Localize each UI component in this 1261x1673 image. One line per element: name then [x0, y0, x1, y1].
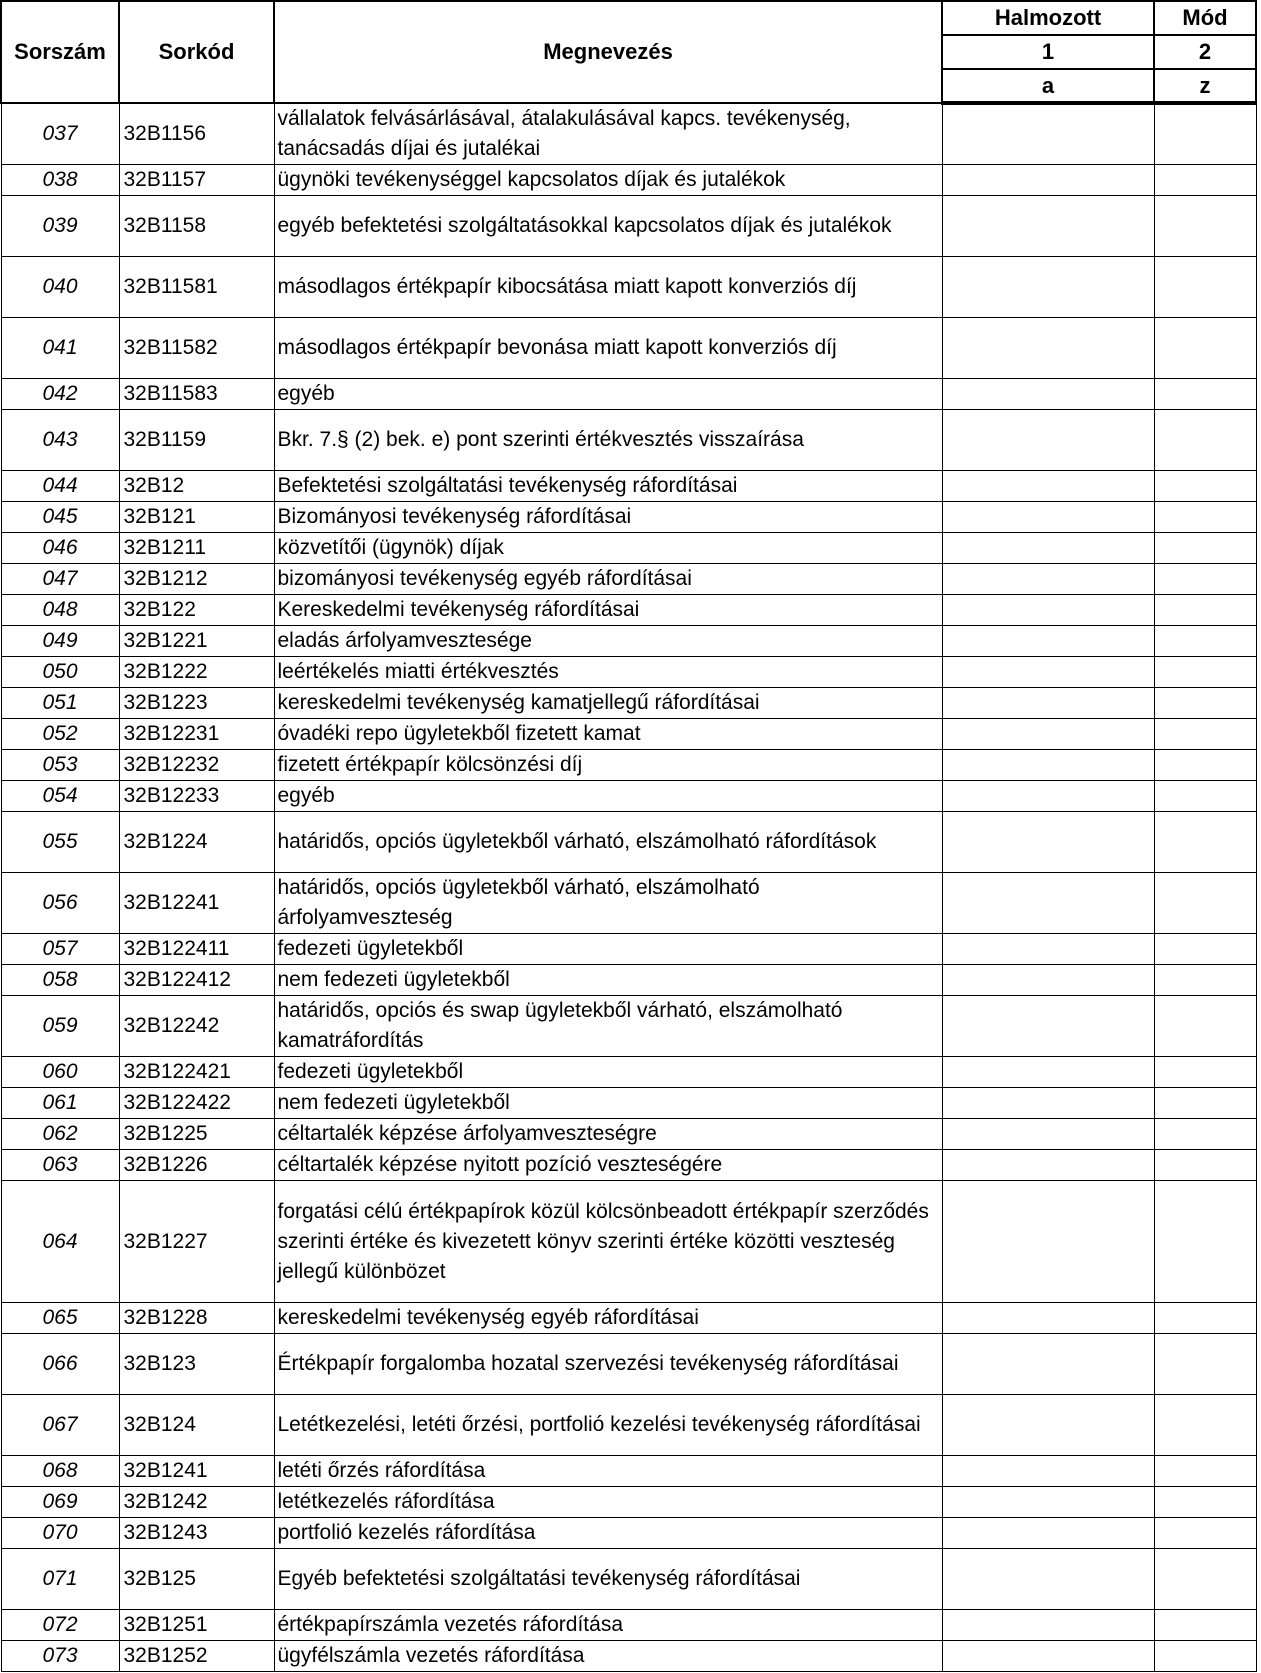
row-number: 040	[1, 257, 119, 318]
row-number: 051	[1, 688, 119, 719]
value-cell-mod[interactable]	[1154, 812, 1256, 873]
row-code: 32B1224	[119, 812, 274, 873]
row-number: 050	[1, 657, 119, 688]
row-code: 32B12242	[119, 996, 274, 1057]
row-number: 061	[1, 1088, 119, 1119]
row-number: 054	[1, 781, 119, 812]
value-cell-halmozott[interactable]	[942, 996, 1154, 1057]
row-code: 32B12231	[119, 719, 274, 750]
row-number: 071	[1, 1549, 119, 1610]
row-number: 053	[1, 750, 119, 781]
value-cell-mod[interactable]	[1154, 934, 1256, 965]
row-name: egyéb	[274, 781, 942, 812]
table-row	[1, 533, 1256, 564]
value-cell-mod[interactable]	[1154, 965, 1256, 996]
row-number: 062	[1, 1119, 119, 1150]
row-name: céltartalék képzése árfolyamveszteségre	[274, 1119, 942, 1150]
value-cell-mod[interactable]	[1154, 318, 1256, 379]
value-cell-halmozott[interactable]	[942, 934, 1154, 965]
value-cell-mod[interactable]	[1154, 1518, 1256, 1549]
row-code: 32B1156	[119, 103, 274, 165]
table-row	[1, 781, 1256, 812]
table-row	[1, 165, 1256, 196]
value-cell-halmozott[interactable]	[942, 750, 1154, 781]
value-cell-mod[interactable]	[1154, 657, 1256, 688]
table-row	[1, 564, 1256, 595]
table-row	[1, 595, 1256, 626]
row-name: letéti őrzés ráfordítása	[274, 1456, 942, 1487]
row-name: Bkr. 7.§ (2) bek. e) pont szerinti értékvesztés visszaírása	[274, 410, 942, 471]
value-cell-mod[interactable]	[1154, 471, 1256, 502]
value-cell-mod[interactable]	[1154, 379, 1256, 410]
value-cell-mod[interactable]	[1154, 626, 1256, 657]
row-code: 32B1228	[119, 1303, 274, 1334]
value-cell-halmozott[interactable]	[942, 873, 1154, 934]
table-row	[1, 1518, 1256, 1549]
row-number: 041	[1, 318, 119, 379]
row-code: 32B1226	[119, 1150, 274, 1181]
value-cell-halmozott[interactable]	[942, 165, 1154, 196]
row-code: 32B1222	[119, 657, 274, 688]
value-cell-mod[interactable]	[1154, 595, 1256, 626]
row-code: 32B1243	[119, 1518, 274, 1549]
row-code: 32B1157	[119, 165, 274, 196]
row-number: 065	[1, 1303, 119, 1334]
row-number: 052	[1, 719, 119, 750]
row-code: 32B1212	[119, 564, 274, 595]
row-name: kereskedelmi tevékenység egyéb ráfordításai	[274, 1303, 942, 1334]
row-number: 059	[1, 996, 119, 1057]
row-code: 32B1251	[119, 1610, 274, 1641]
value-cell-mod[interactable]	[1154, 1549, 1256, 1610]
value-cell-mod[interactable]	[1154, 719, 1256, 750]
table-row	[1, 750, 1256, 781]
row-name: ügynöki tevékenységgel kapcsolatos díjak és jutalékok	[274, 165, 942, 196]
table-row	[1, 812, 1256, 873]
header-col2-letter: z	[1154, 69, 1256, 103]
row-name: céltartalék képzése nyitott pozíció veszteségére	[274, 1150, 942, 1181]
row-number: 058	[1, 965, 119, 996]
row-code: 32B11583	[119, 379, 274, 410]
table-header	[1, 1, 1256, 103]
row-number: 063	[1, 1150, 119, 1181]
row-name: Kereskedelmi tevékenység ráfordításai	[274, 595, 942, 626]
row-number: 045	[1, 502, 119, 533]
value-cell-halmozott[interactable]	[942, 781, 1154, 812]
row-code: 32B125	[119, 1549, 274, 1610]
table-row	[1, 1610, 1256, 1641]
value-cell-mod[interactable]	[1154, 688, 1256, 719]
row-name: határidős, opciós és swap ügyletekből várható, elszámolható kamatráfordítás	[274, 996, 942, 1057]
row-code: 32B1225	[119, 1119, 274, 1150]
value-cell-halmozott[interactable]	[942, 379, 1154, 410]
row-number: 073	[1, 1641, 119, 1672]
value-cell-mod[interactable]	[1154, 533, 1256, 564]
table-row	[1, 471, 1256, 502]
row-name: értékpapírszámla vezetés ráfordítása	[274, 1610, 942, 1641]
row-number: 067	[1, 1395, 119, 1456]
value-cell-halmozott[interactable]	[942, 1150, 1154, 1181]
value-cell-mod[interactable]	[1154, 1119, 1256, 1150]
value-cell-halmozott[interactable]	[942, 564, 1154, 595]
row-name: egyéb befektetési szolgáltatásokkal kapcsolatos díjak és jutalékok	[274, 196, 942, 257]
table-row	[1, 719, 1256, 750]
value-cell-mod[interactable]	[1154, 873, 1256, 934]
table-row	[1, 318, 1256, 379]
table-row	[1, 934, 1256, 965]
row-code: 32B122	[119, 595, 274, 626]
row-name: Értékpapír forgalomba hozatal szervezési tevékenység ráfordításai	[274, 1334, 942, 1395]
value-cell-halmozott[interactable]	[942, 257, 1154, 318]
row-name: fedezeti ügyletekből	[274, 1057, 942, 1088]
row-code: 32B12241	[119, 873, 274, 934]
row-name: másodlagos értékpapír bevonása miatt kapott konverziós díj	[274, 318, 942, 379]
table-row	[1, 1549, 1256, 1610]
value-cell-mod[interactable]	[1154, 502, 1256, 533]
value-cell-mod[interactable]	[1154, 1641, 1256, 1672]
row-name: forgatási célú értékpapírok közül kölcsönbeadott értékpapír szerződés szerinti értéke és kivezetett könyv szerinti értéke közötti veszteség jellegű különbözet	[274, 1181, 942, 1303]
row-name: bizományosi tevékenység egyéb ráfordításai	[274, 564, 942, 595]
row-name: egyéb	[274, 379, 942, 410]
value-cell-mod[interactable]	[1154, 1088, 1256, 1119]
row-name: ügyfélszámla vezetés ráfordítása	[274, 1641, 942, 1672]
header-sorkod: Sorkód	[119, 1, 274, 103]
row-name: fedezeti ügyletekből	[274, 934, 942, 965]
row-number: 068	[1, 1456, 119, 1487]
value-cell-halmozott[interactable]	[942, 410, 1154, 471]
value-cell-mod[interactable]	[1154, 1334, 1256, 1395]
row-code: 32B11582	[119, 318, 274, 379]
value-cell-mod[interactable]	[1154, 1150, 1256, 1181]
value-cell-halmozott[interactable]	[942, 812, 1154, 873]
row-code: 32B121	[119, 502, 274, 533]
value-cell-mod[interactable]	[1154, 410, 1256, 471]
table-row	[1, 1487, 1256, 1518]
table-row	[1, 1456, 1256, 1487]
row-name: másodlagos értékpapír kibocsátása miatt kapott konverziós díj	[274, 257, 942, 318]
header-col2-title: Mód	[1154, 1, 1256, 35]
row-code: 32B124	[119, 1395, 274, 1456]
table-row	[1, 1303, 1256, 1334]
row-number: 042	[1, 379, 119, 410]
header-col1-number: 1	[942, 35, 1154, 69]
row-name: óvadéki repo ügyletekből fizetett kamat	[274, 719, 942, 750]
value-cell-halmozott[interactable]	[942, 595, 1154, 626]
value-cell-mod[interactable]	[1154, 1395, 1256, 1456]
value-cell-halmozott[interactable]	[942, 1549, 1154, 1610]
value-cell-halmozott[interactable]	[942, 1641, 1154, 1672]
value-cell-halmozott[interactable]	[942, 1518, 1154, 1549]
value-cell-halmozott[interactable]	[942, 533, 1154, 564]
value-cell-halmozott[interactable]	[942, 196, 1154, 257]
row-code: 32B122412	[119, 965, 274, 996]
header-sorszam: Sorszám	[1, 1, 119, 103]
row-number: 049	[1, 626, 119, 657]
value-cell-mod[interactable]	[1154, 781, 1256, 812]
row-number: 043	[1, 410, 119, 471]
value-cell-mod[interactable]	[1154, 996, 1256, 1057]
value-cell-halmozott[interactable]	[942, 626, 1154, 657]
table-row	[1, 1181, 1256, 1303]
value-cell-mod[interactable]	[1154, 165, 1256, 196]
table-row	[1, 1150, 1256, 1181]
header-col1-letter: a	[942, 69, 1154, 103]
row-number: 070	[1, 1518, 119, 1549]
row-number: 044	[1, 471, 119, 502]
row-number: 046	[1, 533, 119, 564]
row-name: nem fedezeti ügyletekből	[274, 1088, 942, 1119]
header-megnevezes: Megnevezés	[274, 1, 942, 103]
row-number: 039	[1, 196, 119, 257]
value-cell-halmozott[interactable]	[942, 657, 1154, 688]
row-name: Egyéb befektetési szolgáltatási tevékenység ráfordításai	[274, 1549, 942, 1610]
table-row	[1, 1641, 1256, 1672]
row-name: közvetítői (ügynök) díjak	[274, 533, 942, 564]
value-cell-mod[interactable]	[1154, 1487, 1256, 1518]
row-code: 32B1159	[119, 410, 274, 471]
value-cell-halmozott[interactable]	[942, 1610, 1154, 1641]
value-cell-halmozott[interactable]	[942, 1303, 1154, 1334]
row-number: 038	[1, 165, 119, 196]
value-cell-halmozott[interactable]	[942, 471, 1154, 502]
table-row	[1, 873, 1256, 934]
value-cell-halmozott[interactable]	[942, 103, 1154, 165]
table-row	[1, 1395, 1256, 1456]
row-name: letétkezelés ráfordítása	[274, 1487, 942, 1518]
table-row	[1, 379, 1256, 410]
value-cell-halmozott[interactable]	[942, 318, 1154, 379]
value-cell-mod[interactable]	[1154, 257, 1256, 318]
value-cell-halmozott[interactable]	[942, 688, 1154, 719]
value-cell-halmozott[interactable]	[942, 502, 1154, 533]
header-col1-title: Halmozott	[942, 1, 1154, 35]
row-code: 32B122422	[119, 1088, 274, 1119]
row-code: 32B1227	[119, 1181, 274, 1303]
row-name: eladás árfolyamvesztesége	[274, 626, 942, 657]
table-row	[1, 996, 1256, 1057]
table-row	[1, 1057, 1256, 1088]
table-body	[1, 103, 1256, 1672]
value-cell-halmozott[interactable]	[942, 1334, 1154, 1395]
row-number: 056	[1, 873, 119, 934]
value-cell-mod[interactable]	[1154, 103, 1256, 165]
row-name: portfolió kezelés ráfordítása	[274, 1518, 942, 1549]
row-name: határidős, opciós ügyletekből várható, elszámolható ráfordítások	[274, 812, 942, 873]
row-code: 32B122411	[119, 934, 274, 965]
row-code: 32B1211	[119, 533, 274, 564]
row-number: 048	[1, 595, 119, 626]
row-number: 060	[1, 1057, 119, 1088]
row-code: 32B1242	[119, 1487, 274, 1518]
row-number: 069	[1, 1487, 119, 1518]
row-number: 037	[1, 103, 119, 165]
table-row	[1, 196, 1256, 257]
row-name: fizetett értékpapír kölcsönzési díj	[274, 750, 942, 781]
value-cell-mod[interactable]	[1154, 1610, 1256, 1641]
row-number: 072	[1, 1610, 119, 1641]
value-cell-mod[interactable]	[1154, 750, 1256, 781]
value-cell-mod[interactable]	[1154, 196, 1256, 257]
value-cell-halmozott[interactable]	[942, 719, 1154, 750]
row-number: 055	[1, 812, 119, 873]
table-row	[1, 103, 1256, 165]
row-name: Befektetési szolgáltatási tevékenység ráfordításai	[274, 471, 942, 502]
table-row	[1, 502, 1256, 533]
row-code: 32B1158	[119, 196, 274, 257]
value-cell-halmozott[interactable]	[942, 1181, 1154, 1303]
row-number: 047	[1, 564, 119, 595]
table-row	[1, 657, 1256, 688]
value-cell-halmozott[interactable]	[942, 1395, 1154, 1456]
table-row	[1, 626, 1256, 657]
table-row	[1, 410, 1256, 471]
table-row	[1, 1088, 1256, 1119]
row-number: 064	[1, 1181, 119, 1303]
table-row	[1, 688, 1256, 719]
table-row	[1, 257, 1256, 318]
table-row	[1, 1119, 1256, 1150]
table-row	[1, 1334, 1256, 1395]
value-cell-halmozott[interactable]	[942, 1456, 1154, 1487]
value-cell-mod[interactable]	[1154, 564, 1256, 595]
row-name: leértékelés miatti értékvesztés	[274, 657, 942, 688]
value-cell-mod[interactable]	[1154, 1303, 1256, 1334]
row-code: 32B122421	[119, 1057, 274, 1088]
row-name: vállalatok felvásárlásával, átalakulásával kapcs. tevékenység, tanácsadás díjai és jutalékai	[274, 103, 942, 165]
row-name: nem fedezeti ügyletekből	[274, 965, 942, 996]
row-name: Letétkezelési, letéti őrzési, portfolió kezelési tevékenység ráfordításai	[274, 1395, 942, 1456]
row-code: 32B1221	[119, 626, 274, 657]
header-col2-number: 2	[1154, 35, 1256, 69]
row-code: 32B12	[119, 471, 274, 502]
row-code: 32B1241	[119, 1456, 274, 1487]
row-code: 32B123	[119, 1334, 274, 1395]
row-name: kereskedelmi tevékenység kamatjellegű ráfordításai	[274, 688, 942, 719]
value-cell-halmozott[interactable]	[942, 965, 1154, 996]
row-name: határidős, opciós ügyletekből várható, elszámolható árfolyamveszteség	[274, 873, 942, 934]
row-number: 066	[1, 1334, 119, 1395]
row-name: Bizományosi tevékenység ráfordításai	[274, 502, 942, 533]
value-cell-halmozott[interactable]	[942, 1057, 1154, 1088]
value-cell-halmozott[interactable]	[942, 1088, 1154, 1119]
row-code: 32B11581	[119, 257, 274, 318]
value-cell-halmozott[interactable]	[942, 1119, 1154, 1150]
row-code: 32B1252	[119, 1641, 274, 1672]
row-number: 057	[1, 934, 119, 965]
value-cell-halmozott[interactable]	[942, 1487, 1154, 1518]
value-cell-mod[interactable]	[1154, 1181, 1256, 1303]
value-cell-mod[interactable]	[1154, 1057, 1256, 1088]
row-code: 32B1223	[119, 688, 274, 719]
table-row	[1, 965, 1256, 996]
row-code: 32B12232	[119, 750, 274, 781]
row-code: 32B12233	[119, 781, 274, 812]
value-cell-mod[interactable]	[1154, 1456, 1256, 1487]
